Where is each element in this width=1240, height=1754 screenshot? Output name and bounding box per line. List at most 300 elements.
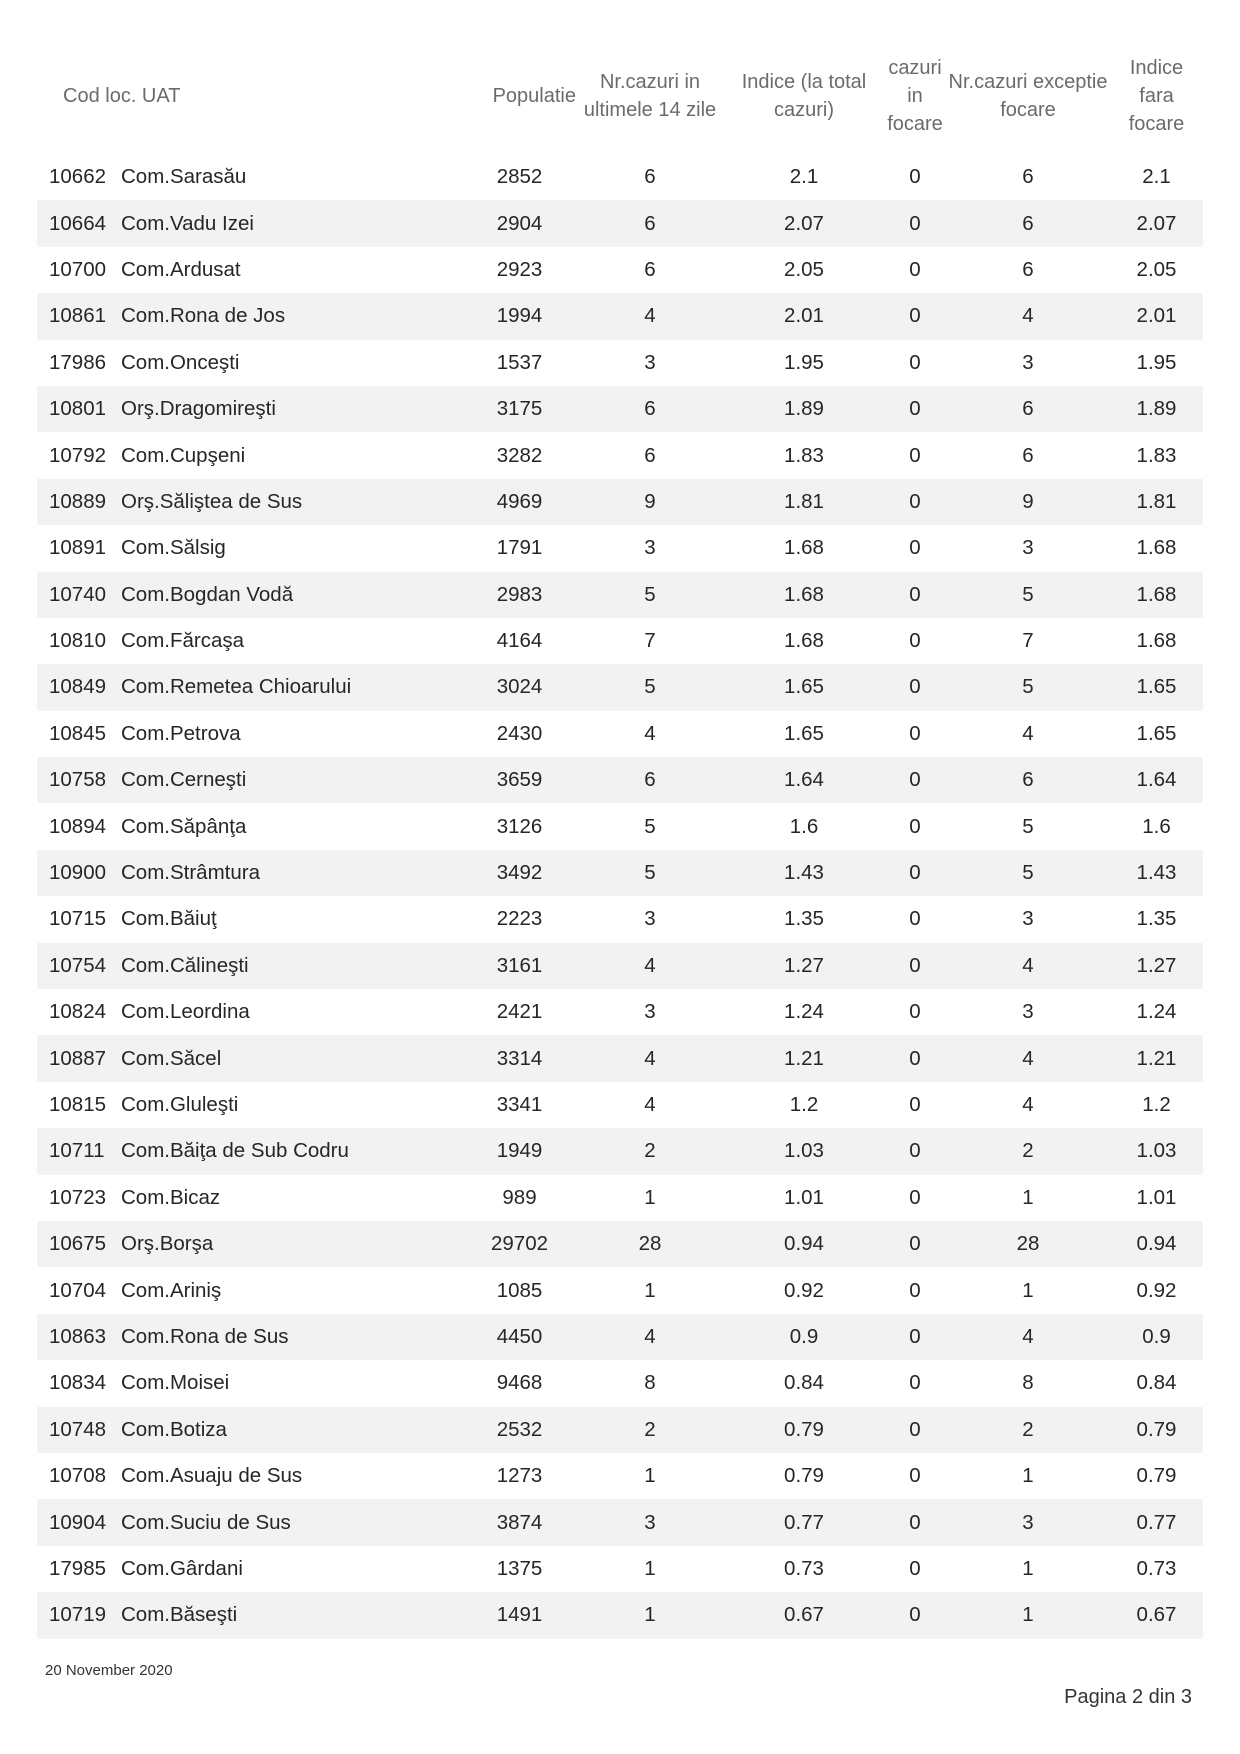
cell-indice-fara-focare: 0.9 [1110, 1314, 1203, 1360]
table-row [37, 386, 1203, 432]
locality-name: Com.Asuaju de Sus [121, 1464, 303, 1488]
cell-indice-fara-focare: 0.77 [1110, 1499, 1203, 1545]
cell-cod-loc-uat [37, 1592, 463, 1638]
cell-populatie: 1273 [496, 1464, 543, 1488]
locality-name: Com.Rona de Sus [121, 1324, 289, 1348]
cell-indice-fara-focare: 1.24 [1136, 1000, 1177, 1024]
cell-cazuri-exceptie: 5 [946, 850, 1110, 896]
cell-nr-cazuri: 5 [576, 850, 724, 896]
cell-nr-cazuri: 3 [576, 1499, 724, 1545]
cell-cazuri-exceptie: 4 [946, 943, 1110, 989]
locality-name: Com.Moisei [121, 1371, 230, 1395]
locality-name: Com.Băiţa de Sub Codru [121, 1139, 349, 1163]
cell-cazuri-exceptie: 5 [1022, 814, 1034, 838]
locality-code: 10863 [49, 1324, 107, 1348]
cell-populatie: 29702 [463, 1221, 576, 1267]
cell-cazuri-exceptie: 4 [1022, 1093, 1034, 1116]
cell-populatie: 989 [502, 1185, 537, 1209]
cell-populatie: 2430 [496, 721, 543, 745]
cell-cazuri-focare: 0 [884, 200, 946, 246]
locality-code: 10700 [49, 257, 107, 281]
cell-cazuri-focare: 0 [909, 1093, 921, 1116]
cell-cod-loc-uat [37, 432, 463, 478]
cell-cod-loc-uat [37, 989, 463, 1035]
cell-indice-fara-focare: 1.6 [1142, 814, 1171, 838]
cell-indice-fara-focare: 1.68 [1110, 572, 1203, 618]
locality-code: 10740 [49, 582, 107, 606]
cell-indice-fara-focare: 1.65 [1136, 721, 1177, 745]
locality-code: 10754 [49, 953, 107, 977]
cell-cazuri-exceptie: 2 [946, 1407, 1110, 1453]
cell-cod-loc-uat [37, 1035, 463, 1081]
locality-name: Com.Bogdan Vodă [121, 582, 294, 606]
cell-indice-fara-focare: 2.07 [1110, 200, 1203, 246]
cell-nr-cazuri: 4 [576, 1035, 724, 1081]
locality-name: Com.Sarasău [121, 165, 247, 189]
cell-cazuri-focare: 0 [884, 1128, 946, 1174]
cell-indice-total: 0.67 [724, 1592, 884, 1638]
locality-name: Com.Fărcaşa [121, 629, 245, 653]
cell-cazuri-focare: 0 [909, 257, 921, 281]
cell-populatie: 4969 [463, 479, 576, 525]
cell-cod-loc-uat [37, 618, 463, 664]
cell-populatie: 2923 [496, 257, 543, 281]
cell-cod-loc-uat [37, 386, 463, 432]
cell-cazuri-focare: 0 [909, 1278, 921, 1302]
cell-cod-loc-uat [37, 154, 463, 200]
cell-cod-loc-uat [37, 943, 463, 989]
cell-cazuri-focare: 0 [909, 350, 921, 374]
cell-cod-loc-uat [37, 896, 463, 942]
cell-nr-cazuri: 6 [576, 757, 724, 803]
locality-code: 10861 [49, 304, 107, 328]
cell-cod-loc-uat [37, 200, 463, 246]
table-row [37, 1128, 1203, 1174]
cell-indice-fara-focare: 1.64 [1110, 757, 1203, 803]
locality-name: Com.Cerneşti [121, 768, 247, 792]
cell-nr-cazuri: 28 [576, 1221, 724, 1267]
cell-cazuri-exceptie: 1 [1022, 1464, 1034, 1488]
table-row [37, 1221, 1203, 1267]
cell-indice-total: 2.01 [724, 293, 884, 339]
cell-cazuri-focare: 0 [909, 1556, 921, 1580]
cell-indice-total: 1.27 [724, 943, 884, 989]
locality-name: Com.Suciu de Sus [121, 1510, 291, 1534]
cell-cazuri-focare: 0 [909, 165, 921, 189]
cell-nr-cazuri: 6 [576, 386, 724, 432]
cell-cazuri-focare: 0 [884, 757, 946, 803]
header-nr-cazuri-exceptie-focare: Nr.cazuri exceptie focare [948, 71, 1108, 121]
cell-cazuri-exceptie: 7 [1022, 629, 1034, 653]
table-body [37, 154, 1203, 1639]
header-populatie: Populatie [492, 85, 576, 107]
table-row [37, 1592, 1203, 1638]
cell-nr-cazuri: 3 [644, 350, 656, 374]
table-row [37, 1035, 1203, 1081]
cell-cod-loc-uat [37, 803, 463, 849]
cell-indice-total: 1.65 [724, 664, 884, 710]
cell-nr-cazuri: 7 [644, 629, 656, 653]
cell-populatie: 1537 [496, 350, 543, 374]
locality-code: 10675 [49, 1232, 107, 1256]
cell-cazuri-focare: 0 [884, 1035, 946, 1081]
cell-cazuri-exceptie: 8 [1022, 1371, 1034, 1395]
cell-nr-cazuri: 4 [644, 721, 656, 745]
cell-populatie: 3126 [496, 814, 543, 838]
cell-cazuri-exceptie: 3 [1022, 1000, 1034, 1024]
cell-cod-loc-uat [37, 247, 463, 293]
cell-indice-fara-focare: 0.79 [1136, 1464, 1177, 1488]
locality-code: 10889 [49, 489, 107, 513]
cell-indice-total: 1.64 [724, 757, 884, 803]
cell-cazuri-focare: 0 [909, 629, 921, 653]
cell-nr-cazuri: 6 [644, 165, 656, 189]
cell-nr-cazuri: 5 [644, 814, 656, 838]
locality-name: Com.Băseşti [121, 1603, 238, 1627]
locality-name: Com.Leordina [121, 1000, 250, 1024]
cell-populatie: 3024 [463, 664, 576, 710]
cell-indice-total: 1.35 [784, 907, 824, 931]
cell-cazuri-exceptie: 1 [1022, 1185, 1034, 1209]
table-row [37, 1267, 1203, 1313]
cell-cazuri-focare: 0 [884, 1221, 946, 1267]
cell-populatie: 1791 [496, 536, 543, 560]
cell-cod-loc-uat [37, 572, 463, 618]
locality-name: Orş.Săliştea de Sus [121, 489, 303, 513]
table-row [37, 850, 1203, 896]
cell-nr-cazuri: 5 [576, 572, 724, 618]
cell-cazuri-focare: 0 [909, 1185, 921, 1209]
table-row [37, 525, 1203, 571]
table-row [37, 247, 1203, 293]
table-row [37, 154, 1203, 200]
cell-cazuri-exceptie: 6 [946, 757, 1110, 803]
cell-cazuri-focare: 0 [884, 386, 946, 432]
cell-indice-total: 0.79 [724, 1407, 884, 1453]
locality-name: Com.Sălsig [121, 536, 226, 560]
cell-nr-cazuri: 6 [644, 443, 656, 467]
cell-indice-total: 0.79 [784, 1464, 824, 1488]
cell-cod-loc-uat [37, 1407, 463, 1453]
cell-cazuri-exceptie: 1 [1022, 1278, 1034, 1302]
cell-nr-cazuri: 3 [644, 907, 656, 931]
cell-cod-loc-uat [37, 1175, 463, 1221]
cell-indice-total: 0.94 [724, 1221, 884, 1267]
table-row [37, 1499, 1203, 1545]
cell-cazuri-exceptie: 28 [946, 1221, 1110, 1267]
cell-indice-fara-focare: 1.2 [1142, 1093, 1171, 1116]
header-indice-fara-focare: Indice fara focare [1128, 57, 1185, 135]
cell-populatie: 1949 [463, 1128, 576, 1174]
cell-indice-total: 1.24 [784, 1000, 824, 1024]
locality-name: Com.Săpânţa [121, 814, 247, 838]
locality-name: Com.Cupşeni [121, 443, 246, 467]
cell-populatie: 3282 [496, 443, 543, 467]
cell-populatie: 2532 [463, 1407, 576, 1453]
cell-populatie: 2223 [496, 907, 543, 931]
cell-cod-loc-uat [37, 525, 463, 571]
cell-indice-total: 0.9 [724, 1314, 884, 1360]
cell-populatie: 3659 [463, 757, 576, 803]
locality-name: Com.Onceşti [121, 350, 240, 374]
cell-indice-total: 1.43 [724, 850, 884, 896]
locality-name: Com.Ardusat [121, 257, 241, 281]
cell-cod-loc-uat [37, 479, 463, 525]
locality-name: Com.Gluleşti [121, 1093, 239, 1116]
cell-indice-total: 0.77 [724, 1499, 884, 1545]
cell-cod-loc-uat [37, 1221, 463, 1267]
cell-nr-cazuri: 1 [644, 1185, 656, 1209]
cell-indice-fara-focare: 0.84 [1136, 1371, 1177, 1395]
cell-cazuri-exceptie: 1 [1022, 1556, 1034, 1580]
locality-code: 10845 [49, 721, 107, 745]
cell-populatie: 2852 [496, 165, 543, 189]
cell-cazuri-exceptie: 2 [946, 1128, 1110, 1174]
locality-code: 10748 [49, 1417, 107, 1441]
cell-nr-cazuri: 1 [644, 1464, 656, 1488]
page-number: Pagina 2 din 3 [1064, 1686, 1192, 1708]
cell-indice-total: 2.1 [789, 165, 819, 189]
cell-nr-cazuri: 1 [644, 1278, 656, 1302]
cell-populatie: 2421 [496, 1000, 543, 1024]
locality-code: 10704 [49, 1278, 107, 1302]
cell-cod-loc-uat [37, 1082, 463, 1128]
cell-indice-fara-focare: 1.35 [1136, 907, 1177, 931]
cell-indice-fara-focare: 1.43 [1110, 850, 1203, 896]
locality-code: 10891 [49, 536, 107, 560]
cell-cazuri-focare: 0 [909, 907, 921, 931]
cell-indice-total: 0.84 [784, 1371, 824, 1395]
cell-indice-fara-focare: 2.05 [1136, 257, 1177, 281]
cell-populatie: 4164 [496, 629, 543, 653]
locality-code: 10758 [49, 768, 107, 792]
cell-cod-loc-uat [37, 293, 463, 339]
cell-nr-cazuri: 3 [644, 536, 656, 560]
cell-cazuri-exceptie: 4 [1022, 721, 1034, 745]
locality-name: Com.Remetea Chioarului [121, 675, 352, 699]
cell-cazuri-focare: 0 [884, 1314, 946, 1360]
cell-cod-loc-uat [37, 1314, 463, 1360]
cell-cazuri-focare: 0 [909, 721, 921, 745]
table-row [37, 1407, 1203, 1453]
header-cod-loc-uat: Cod loc. UAT [63, 85, 181, 107]
cell-indice-fara-focare: 1.21 [1110, 1035, 1203, 1081]
cell-populatie: 3161 [463, 943, 576, 989]
cell-indice-total: 1.68 [784, 536, 824, 560]
cell-cazuri-exceptie: 5 [946, 572, 1110, 618]
table-row [37, 572, 1203, 618]
cell-indice-fara-focare: 1.89 [1110, 386, 1203, 432]
cell-nr-cazuri: 9 [576, 479, 724, 525]
cell-nr-cazuri: 5 [576, 664, 724, 710]
cases-table [37, 38, 1203, 1639]
locality-code: 10824 [49, 1000, 107, 1024]
locality-code: 10711 [49, 1139, 105, 1163]
cell-cazuri-focare: 0 [884, 943, 946, 989]
locality-name: Com.Strâmtura [121, 861, 260, 885]
cell-cod-loc-uat [37, 1360, 463, 1406]
cell-indice-fara-focare: 1.01 [1136, 1185, 1177, 1209]
table-row [37, 989, 1203, 1035]
locality-code: 10715 [49, 907, 107, 931]
cell-cazuri-exceptie: 3 [946, 1499, 1110, 1545]
cell-cazuri-focare: 0 [909, 1000, 921, 1024]
cell-nr-cazuri: 8 [644, 1371, 656, 1395]
cell-cazuri-focare: 0 [884, 850, 946, 896]
table-row [37, 432, 1203, 478]
cell-indice-fara-focare: 0.79 [1110, 1407, 1203, 1453]
cell-cazuri-focare: 0 [909, 536, 921, 560]
locality-name: Com.Botiza [121, 1417, 227, 1441]
footer-date: 20 November 2020 [45, 1662, 173, 1679]
header-nr-cazuri-14-zile: Nr.cazuri in ultimele 14 zile [583, 71, 717, 121]
cell-indice-total: 1.83 [784, 443, 824, 467]
table-row [37, 200, 1203, 246]
locality-name: Com.Gârdani [121, 1556, 243, 1580]
cell-indice-fara-focare: 2.01 [1110, 293, 1203, 339]
locality-code: 10723 [49, 1185, 107, 1209]
table-row [37, 803, 1203, 849]
cell-cod-loc-uat [37, 1499, 463, 1545]
cell-populatie: 3175 [463, 386, 576, 432]
cell-populatie: 3874 [463, 1499, 576, 1545]
cell-indice-fara-focare: 1.81 [1110, 479, 1203, 525]
cell-populatie: 1994 [463, 293, 576, 339]
cell-cazuri-focare: 0 [884, 1407, 946, 1453]
cell-indice-fara-focare: 2.1 [1142, 165, 1171, 189]
locality-code: 10849 [49, 675, 107, 699]
locality-name: Com.Săcel [121, 1046, 222, 1070]
cell-nr-cazuri: 2 [576, 1407, 724, 1453]
cell-cod-loc-uat [37, 711, 463, 757]
cell-populatie: 3492 [463, 850, 576, 896]
cell-cazuri-exceptie: 9 [946, 479, 1110, 525]
locality-code: 10900 [49, 861, 107, 885]
cell-indice-fara-focare: 1.68 [1136, 536, 1177, 560]
cell-cazuri-focare: 0 [909, 1464, 921, 1488]
header-indice-total: Indice (la total cazuri) [741, 71, 867, 121]
table-row [37, 711, 1203, 757]
table-row [37, 757, 1203, 803]
cell-nr-cazuri: 1 [576, 1592, 724, 1638]
cell-indice-fara-focare: 0.73 [1136, 1556, 1177, 1580]
cell-cod-loc-uat [37, 664, 463, 710]
cell-cazuri-exceptie: 1 [946, 1592, 1110, 1638]
locality-code: 10894 [49, 814, 107, 838]
cell-indice-total: 1.65 [784, 721, 824, 745]
locality-code: 10887 [49, 1046, 107, 1070]
locality-code: 10815 [49, 1093, 107, 1116]
table-row [37, 1082, 1203, 1128]
cell-indice-total: 2.05 [784, 257, 824, 281]
cell-nr-cazuri: 4 [576, 293, 724, 339]
cell-indice-total: 1.01 [784, 1185, 824, 1209]
cell-cazuri-exceptie: 4 [946, 1314, 1110, 1360]
cell-indice-total: 1.03 [724, 1128, 884, 1174]
cell-cod-loc-uat [37, 340, 463, 386]
cell-cazuri-exceptie: 3 [1022, 536, 1034, 560]
cell-cod-loc-uat [37, 1453, 463, 1499]
locality-name: Com.Călineşti [121, 953, 249, 977]
table-row [37, 1314, 1203, 1360]
table-row [37, 1175, 1203, 1221]
locality-name: Com.Bicaz [121, 1185, 221, 1209]
header-cazuri-in-focare: cazuri in focare [887, 57, 943, 135]
cell-cazuri-exceptie: 6 [1022, 257, 1034, 281]
locality-code: 10662 [49, 165, 107, 189]
cell-indice-total: 1.81 [724, 479, 884, 525]
cell-indice-total: 1.68 [784, 629, 824, 653]
table-row [37, 1453, 1203, 1499]
cell-cazuri-focare: 0 [909, 1371, 921, 1395]
table-row [37, 1360, 1203, 1406]
cell-cazuri-exceptie: 5 [946, 664, 1110, 710]
locality-code: 10719 [49, 1603, 107, 1627]
cell-populatie: 3341 [496, 1093, 543, 1116]
cell-nr-cazuri: 6 [576, 200, 724, 246]
locality-name: Orş.Dragomireşti [121, 397, 276, 421]
cell-indice-fara-focare: 1.83 [1136, 443, 1177, 467]
locality-code: 10792 [49, 443, 107, 467]
cell-nr-cazuri: 1 [644, 1556, 656, 1580]
cell-indice-total: 0.92 [784, 1278, 824, 1302]
cell-indice-total: 1.95 [784, 350, 824, 374]
cell-cod-loc-uat [37, 1546, 463, 1592]
cell-cazuri-exceptie: 3 [1022, 350, 1034, 374]
locality-code: 17986 [49, 350, 107, 374]
cell-indice-fara-focare: 1.03 [1110, 1128, 1203, 1174]
cell-cazuri-focare: 0 [909, 814, 921, 838]
cell-indice-fara-focare: 0.94 [1110, 1221, 1203, 1267]
locality-code: 10664 [49, 211, 107, 235]
locality-code: 17985 [49, 1556, 107, 1580]
cell-indice-fara-focare: 1.68 [1136, 629, 1177, 653]
locality-name: Orş.Borşa [121, 1232, 214, 1256]
table-row [37, 1546, 1203, 1592]
cell-indice-total: 1.68 [724, 572, 884, 618]
cell-cazuri-exceptie: 4 [946, 1035, 1110, 1081]
table-row [37, 340, 1203, 386]
cell-indice-fara-focare: 0.92 [1136, 1278, 1177, 1302]
table-header-row [37, 38, 1203, 154]
cell-indice-fara-focare: 0.67 [1110, 1592, 1203, 1638]
cell-populatie: 1491 [463, 1592, 576, 1638]
table-row [37, 293, 1203, 339]
cell-populatie: 2983 [463, 572, 576, 618]
locality-code: 10708 [49, 1464, 107, 1488]
cell-indice-fara-focare: 1.65 [1110, 664, 1203, 710]
cell-cod-loc-uat [37, 1267, 463, 1313]
locality-name: Com.Băiuţ [121, 907, 217, 931]
cell-populatie: 1085 [496, 1278, 543, 1302]
cell-cod-loc-uat [37, 1128, 463, 1174]
cell-indice-total: 0.73 [784, 1556, 824, 1580]
locality-code: 10801 [49, 397, 107, 421]
cell-indice-fara-focare: 1.27 [1110, 943, 1203, 989]
locality-code: 10904 [49, 1510, 107, 1534]
locality-code: 10834 [49, 1371, 107, 1395]
cell-nr-cazuri: 2 [576, 1128, 724, 1174]
cell-cazuri-exceptie: 6 [1022, 165, 1034, 189]
cell-populatie: 2904 [463, 200, 576, 246]
cell-cazuri-focare: 0 [884, 1499, 946, 1545]
cell-cazuri-focare: 0 [884, 479, 946, 525]
locality-name: Com.Petrova [121, 721, 241, 745]
cell-cazuri-exceptie: 6 [946, 386, 1110, 432]
cell-cazuri-focare: 0 [884, 572, 946, 618]
cell-indice-total: 2.07 [724, 200, 884, 246]
locality-code: 10810 [49, 629, 107, 653]
